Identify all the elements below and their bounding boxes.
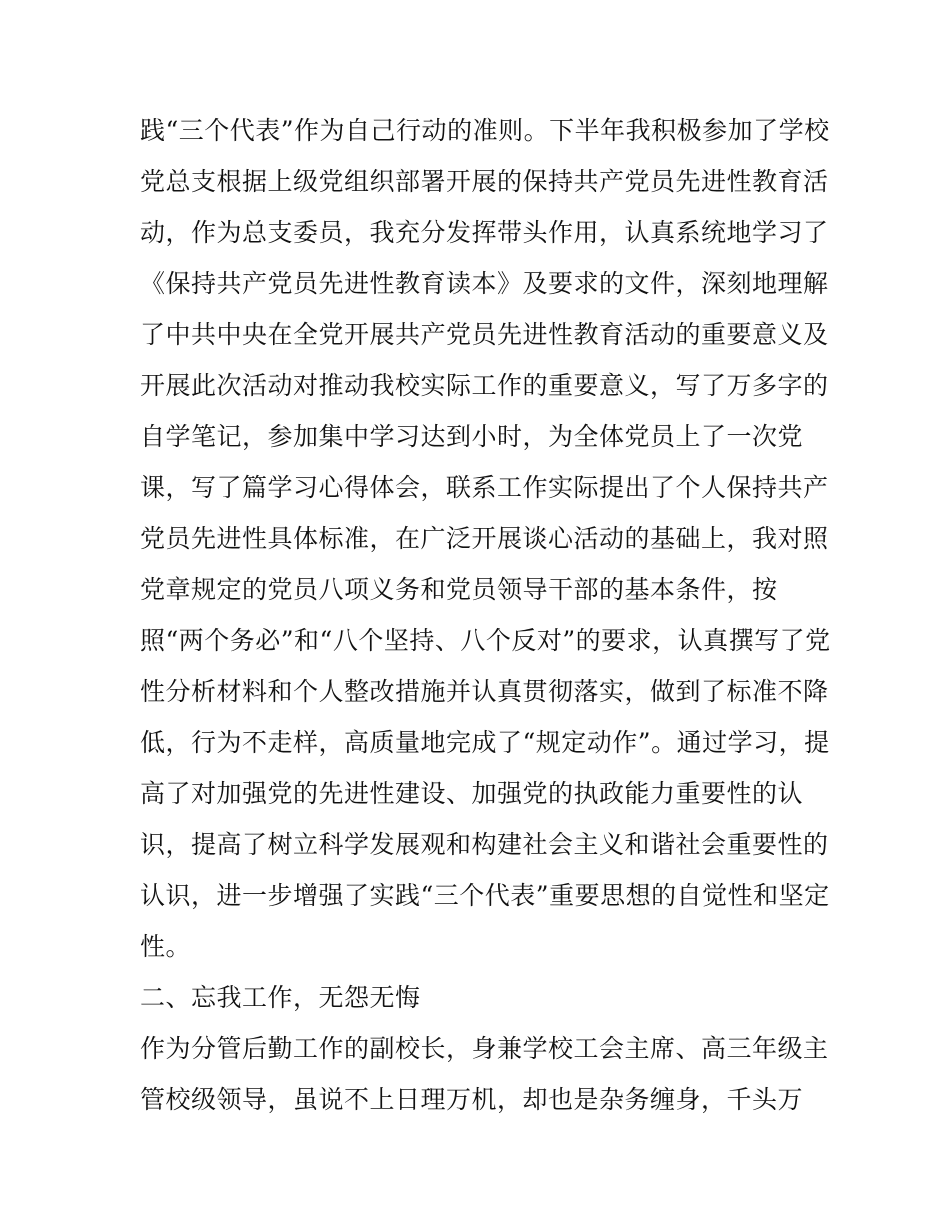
paragraph-line: 开展此次活动对推动我校实际工作的重要意义，写了万多字的	[140, 371, 829, 400]
paragraph-line: 认识，进一步增强了实践“三个代表”重要思想的自觉性和坚定	[140, 881, 830, 910]
section-heading: 二、忘我工作，无怨无悔	[140, 983, 421, 1012]
paragraph-line: 低，行为不走样，高质量地完成了“规定动作”。通过学习，提	[140, 728, 830, 757]
paragraph-line: 照“两个务必”和“八个坚持、八个反对”的要求，认真撰写了党	[140, 626, 831, 655]
paragraph-line: 践“三个代表”作为自己行动的准则。下半年我积极参加了学校	[140, 116, 830, 145]
paragraph-line: 自学笔记，参加集中学习达到小时，为全体党员上了一次党	[140, 422, 804, 451]
paragraph-line: 党总支根据上级党组织部署开展的保持共产党员先进性教育活	[140, 167, 829, 196]
paragraph-line: 识，提高了树立科学发展观和构建社会主义和谐社会重要性的	[140, 830, 829, 859]
paragraph-line: 高了对加强党的先进性建设、加强党的执政能力重要性的认	[140, 779, 804, 808]
paragraph-line: 作为分管后勤工作的副校长，身兼学校工会主席、高三年级主	[140, 1034, 829, 1063]
paragraph-line: 性。	[140, 932, 192, 961]
paragraph-line: 党章规定的党员八项义务和党员领导干部的基本条件，按	[140, 575, 778, 604]
paragraph-line: 性分析材料和个人整改措施并认真贯彻落实，做到了标准不降	[140, 677, 829, 706]
paragraph-line: 了中共中央在全党开展共产党员先进性教育活动的重要意义及	[140, 320, 829, 349]
paragraph-line: 党员先进性具体标准，在广泛开展谈心活动的基础上，我对照	[140, 524, 829, 553]
paragraph-line: 动，作为总支委员，我充分发挥带头作用，认真系统地学习了	[140, 218, 829, 247]
paragraph-line: 《保持共产党员先进性教育读本》及要求的文件，深刻地理解	[140, 269, 829, 298]
document-body	[140, 105, 831, 1125]
paragraph-line: 课，写了篇学习心得体会，联系工作实际提出了个人保持共产	[140, 473, 829, 502]
paragraph-line: 管校级领导，虽说不上日理万机，却也是杂务缠身，千头万	[140, 1085, 804, 1114]
